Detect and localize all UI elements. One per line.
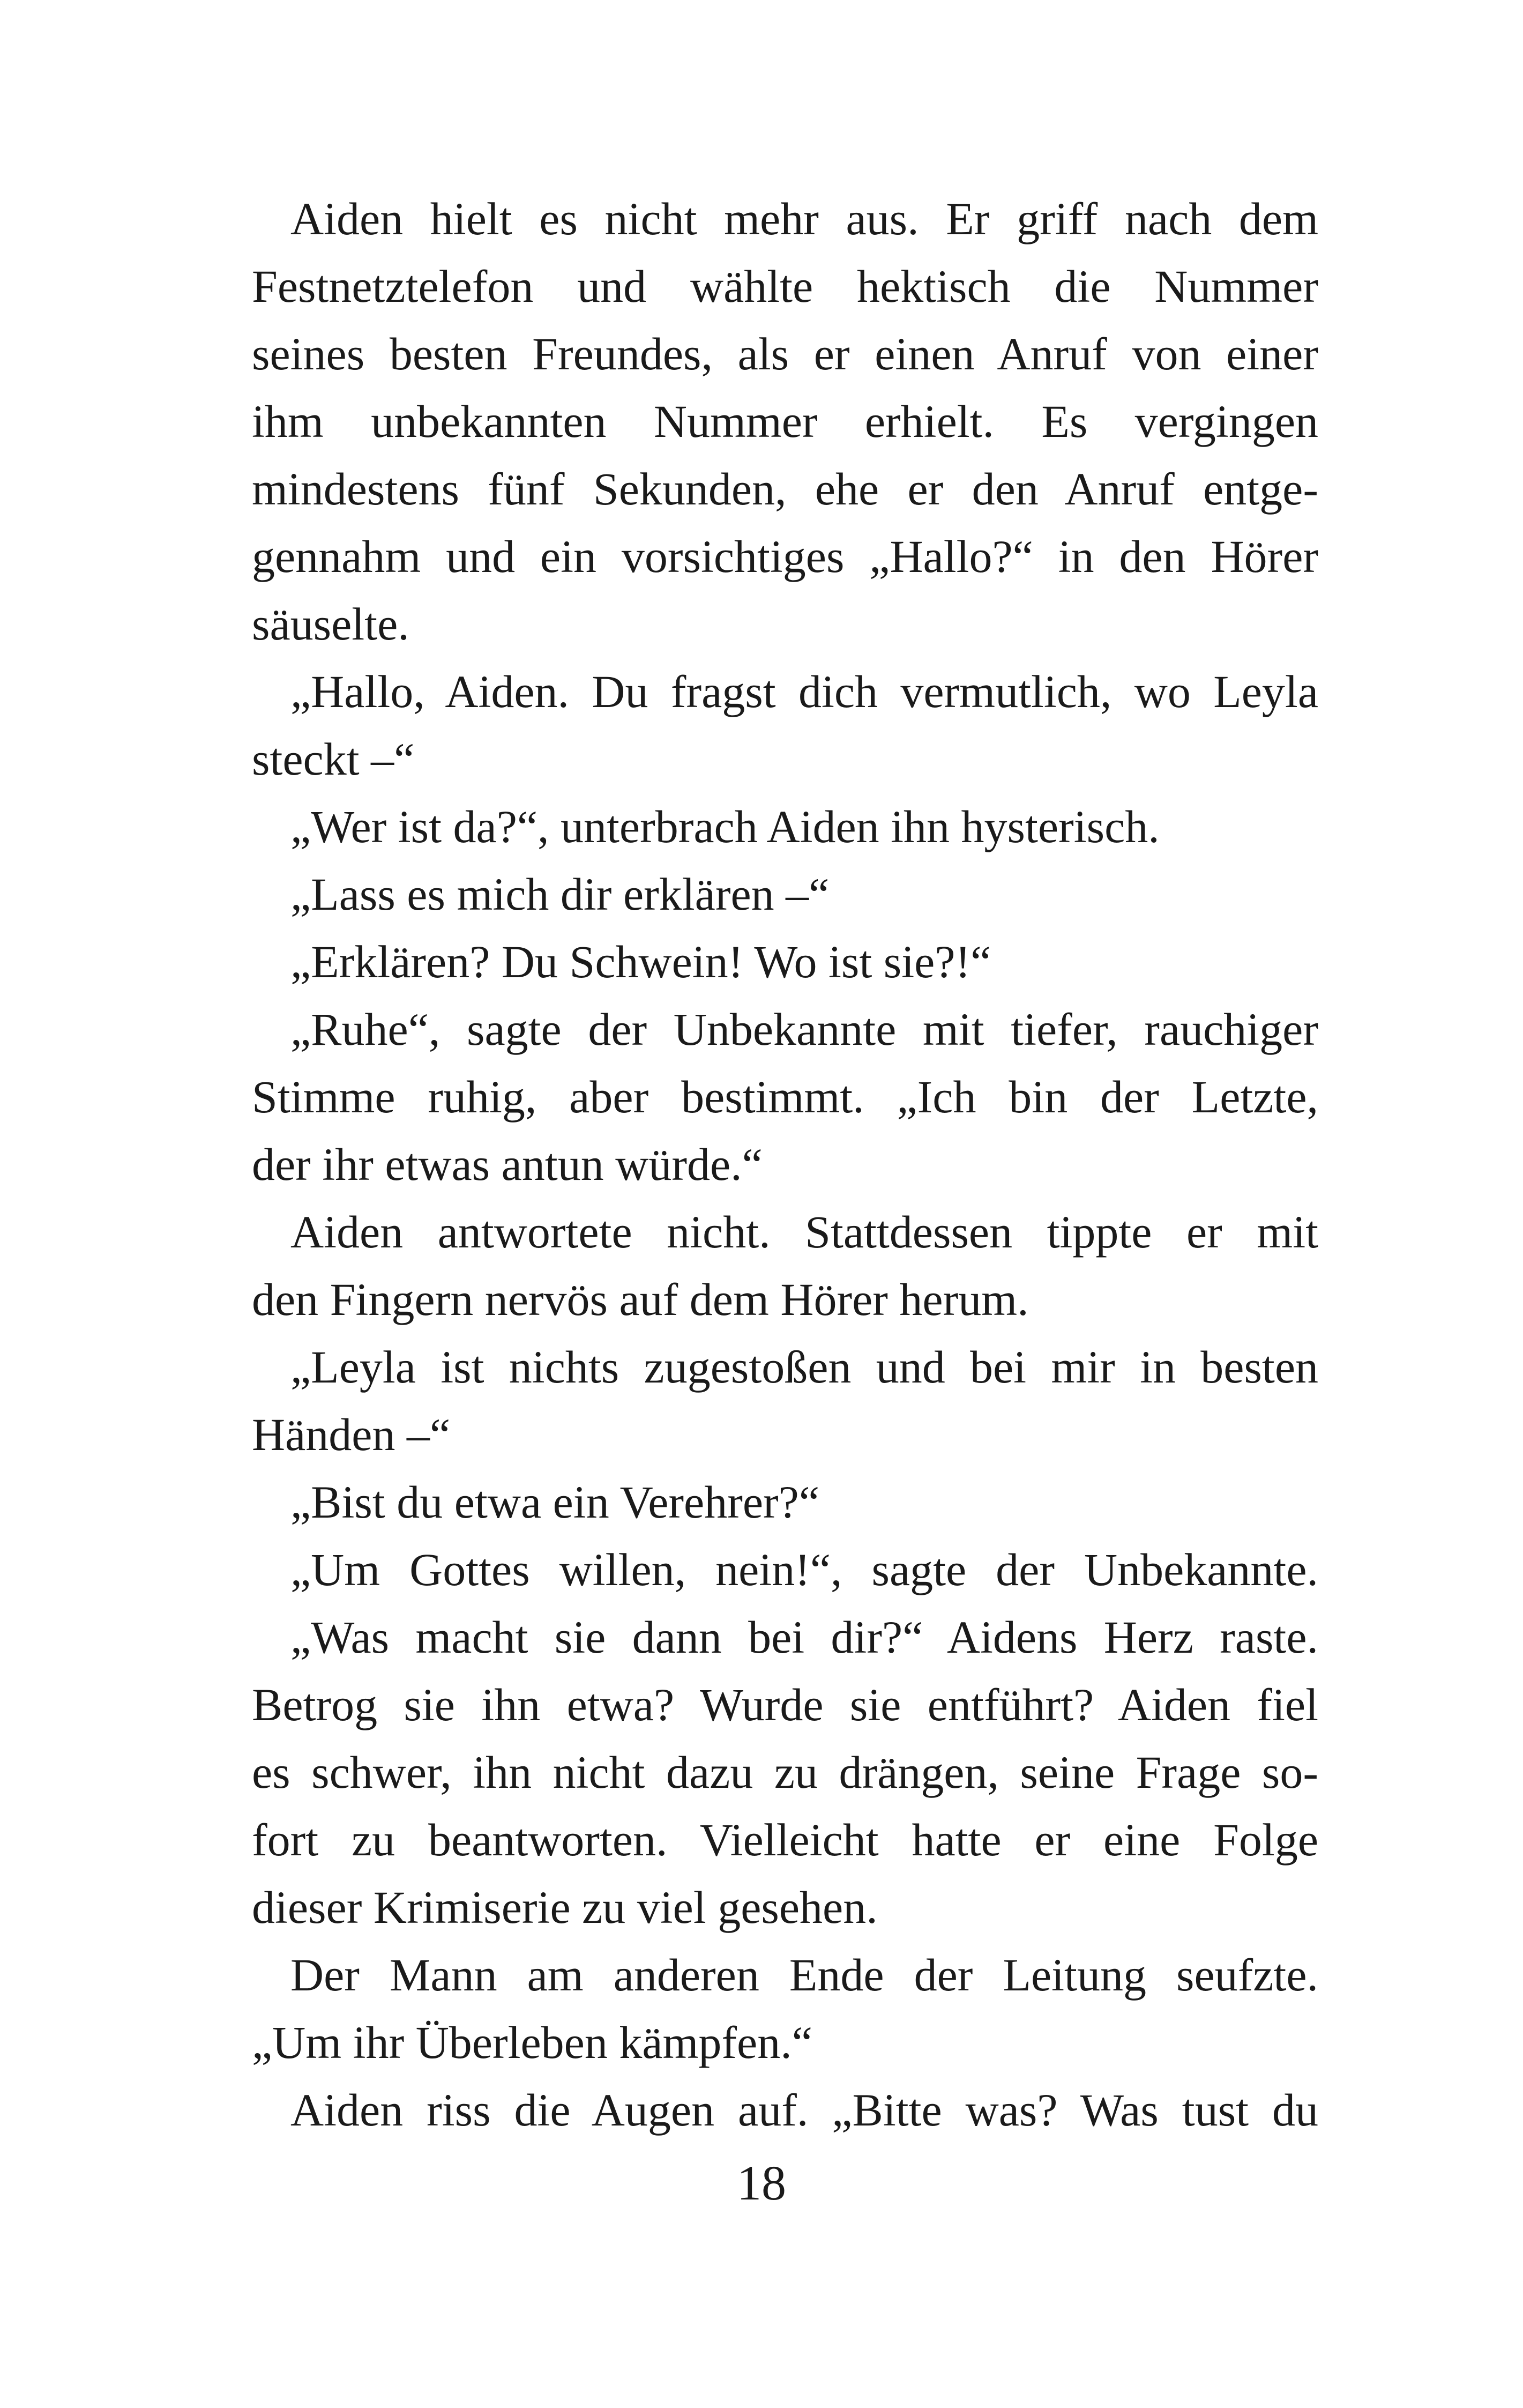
text-line: es schwer, ihn nicht dazu zu drängen, seine Frage so- [252, 1746, 1318, 1798]
text-line: „Was macht sie dann bei dir?“ Aidens Herz raste. [290, 1611, 1318, 1663]
text-line: „Ruhe“, sagte der Unbekannte mit tiefer, rauchiger [290, 1004, 1318, 1055]
text-line: Betrog sie ihn etwa? Wurde sie entführt? Aiden fiel [252, 1679, 1318, 1730]
text-line: „Leyla ist nichts zugestoßen und bei mir in besten [290, 1341, 1318, 1393]
text-line: „Bist du etwa ein Verehrer?“ [290, 1476, 819, 1528]
text-line: dieser Krimiserie zu viel gesehen. [252, 1882, 878, 1933]
text-line: „Um ihr Überleben kämpfen.“ [252, 2017, 812, 2068]
text-line: „Erklären? Du Schwein! Wo ist sie?!“ [290, 936, 991, 987]
text-line: den Fingern nervös auf dem Hörer herum. [252, 1274, 1029, 1325]
text-line: Aiden riss die Augen auf. „Bitte was? Was tust du [290, 2084, 1318, 2136]
text-line: Aiden hielt es nicht mehr aus. Er griff nach dem [290, 193, 1318, 244]
text-line: „Hallo, Aiden. Du fragst dich vermutlich, wo Leyla [290, 666, 1318, 717]
text-line: säuselte. [252, 598, 409, 650]
text-line: ihm unbekannten Nummer erhielt. Es vergingen [252, 396, 1318, 447]
text-line: der ihr etwas antun würde.“ [252, 1139, 763, 1190]
text-line: mindestens fünf Sekunden, ehe er den Anruf entge- [252, 463, 1318, 515]
text-line: Der Mann am anderen Ende der Leitung seufzte. [290, 1949, 1318, 2001]
text-line: seines besten Freundes, als er einen Anruf von einer [252, 328, 1318, 380]
text-line: gennahm und ein vorsichtiges „Hallo?“ in den Hörer [252, 531, 1318, 582]
body-text [252, 185, 1318, 2144]
page-number: 18 [737, 2156, 786, 2210]
text-line: Festnetztelefon und wählte hektisch die Nummer [252, 261, 1318, 312]
text-line: Stimme ruhig, aber bestimmt. „Ich bin der Letzte, [252, 1071, 1318, 1123]
text-line: fort zu beantworten. Vielleicht hatte er eine Folge [252, 1814, 1318, 1866]
text-line: „Wer ist da?“, unterbrach Aiden ihn hysterisch. [290, 801, 1160, 852]
text-line: steckt –“ [252, 733, 415, 785]
text-line: „Um Gottes willen, nein!“, sagte der Unbekannte. [290, 1544, 1318, 1595]
text-line: „Lass es mich dir erklären –“ [290, 868, 830, 920]
text-line: Händen –“ [252, 1409, 451, 1460]
text-line: Aiden antwortete nicht. Stattdessen tippte er mit [290, 1206, 1318, 1258]
